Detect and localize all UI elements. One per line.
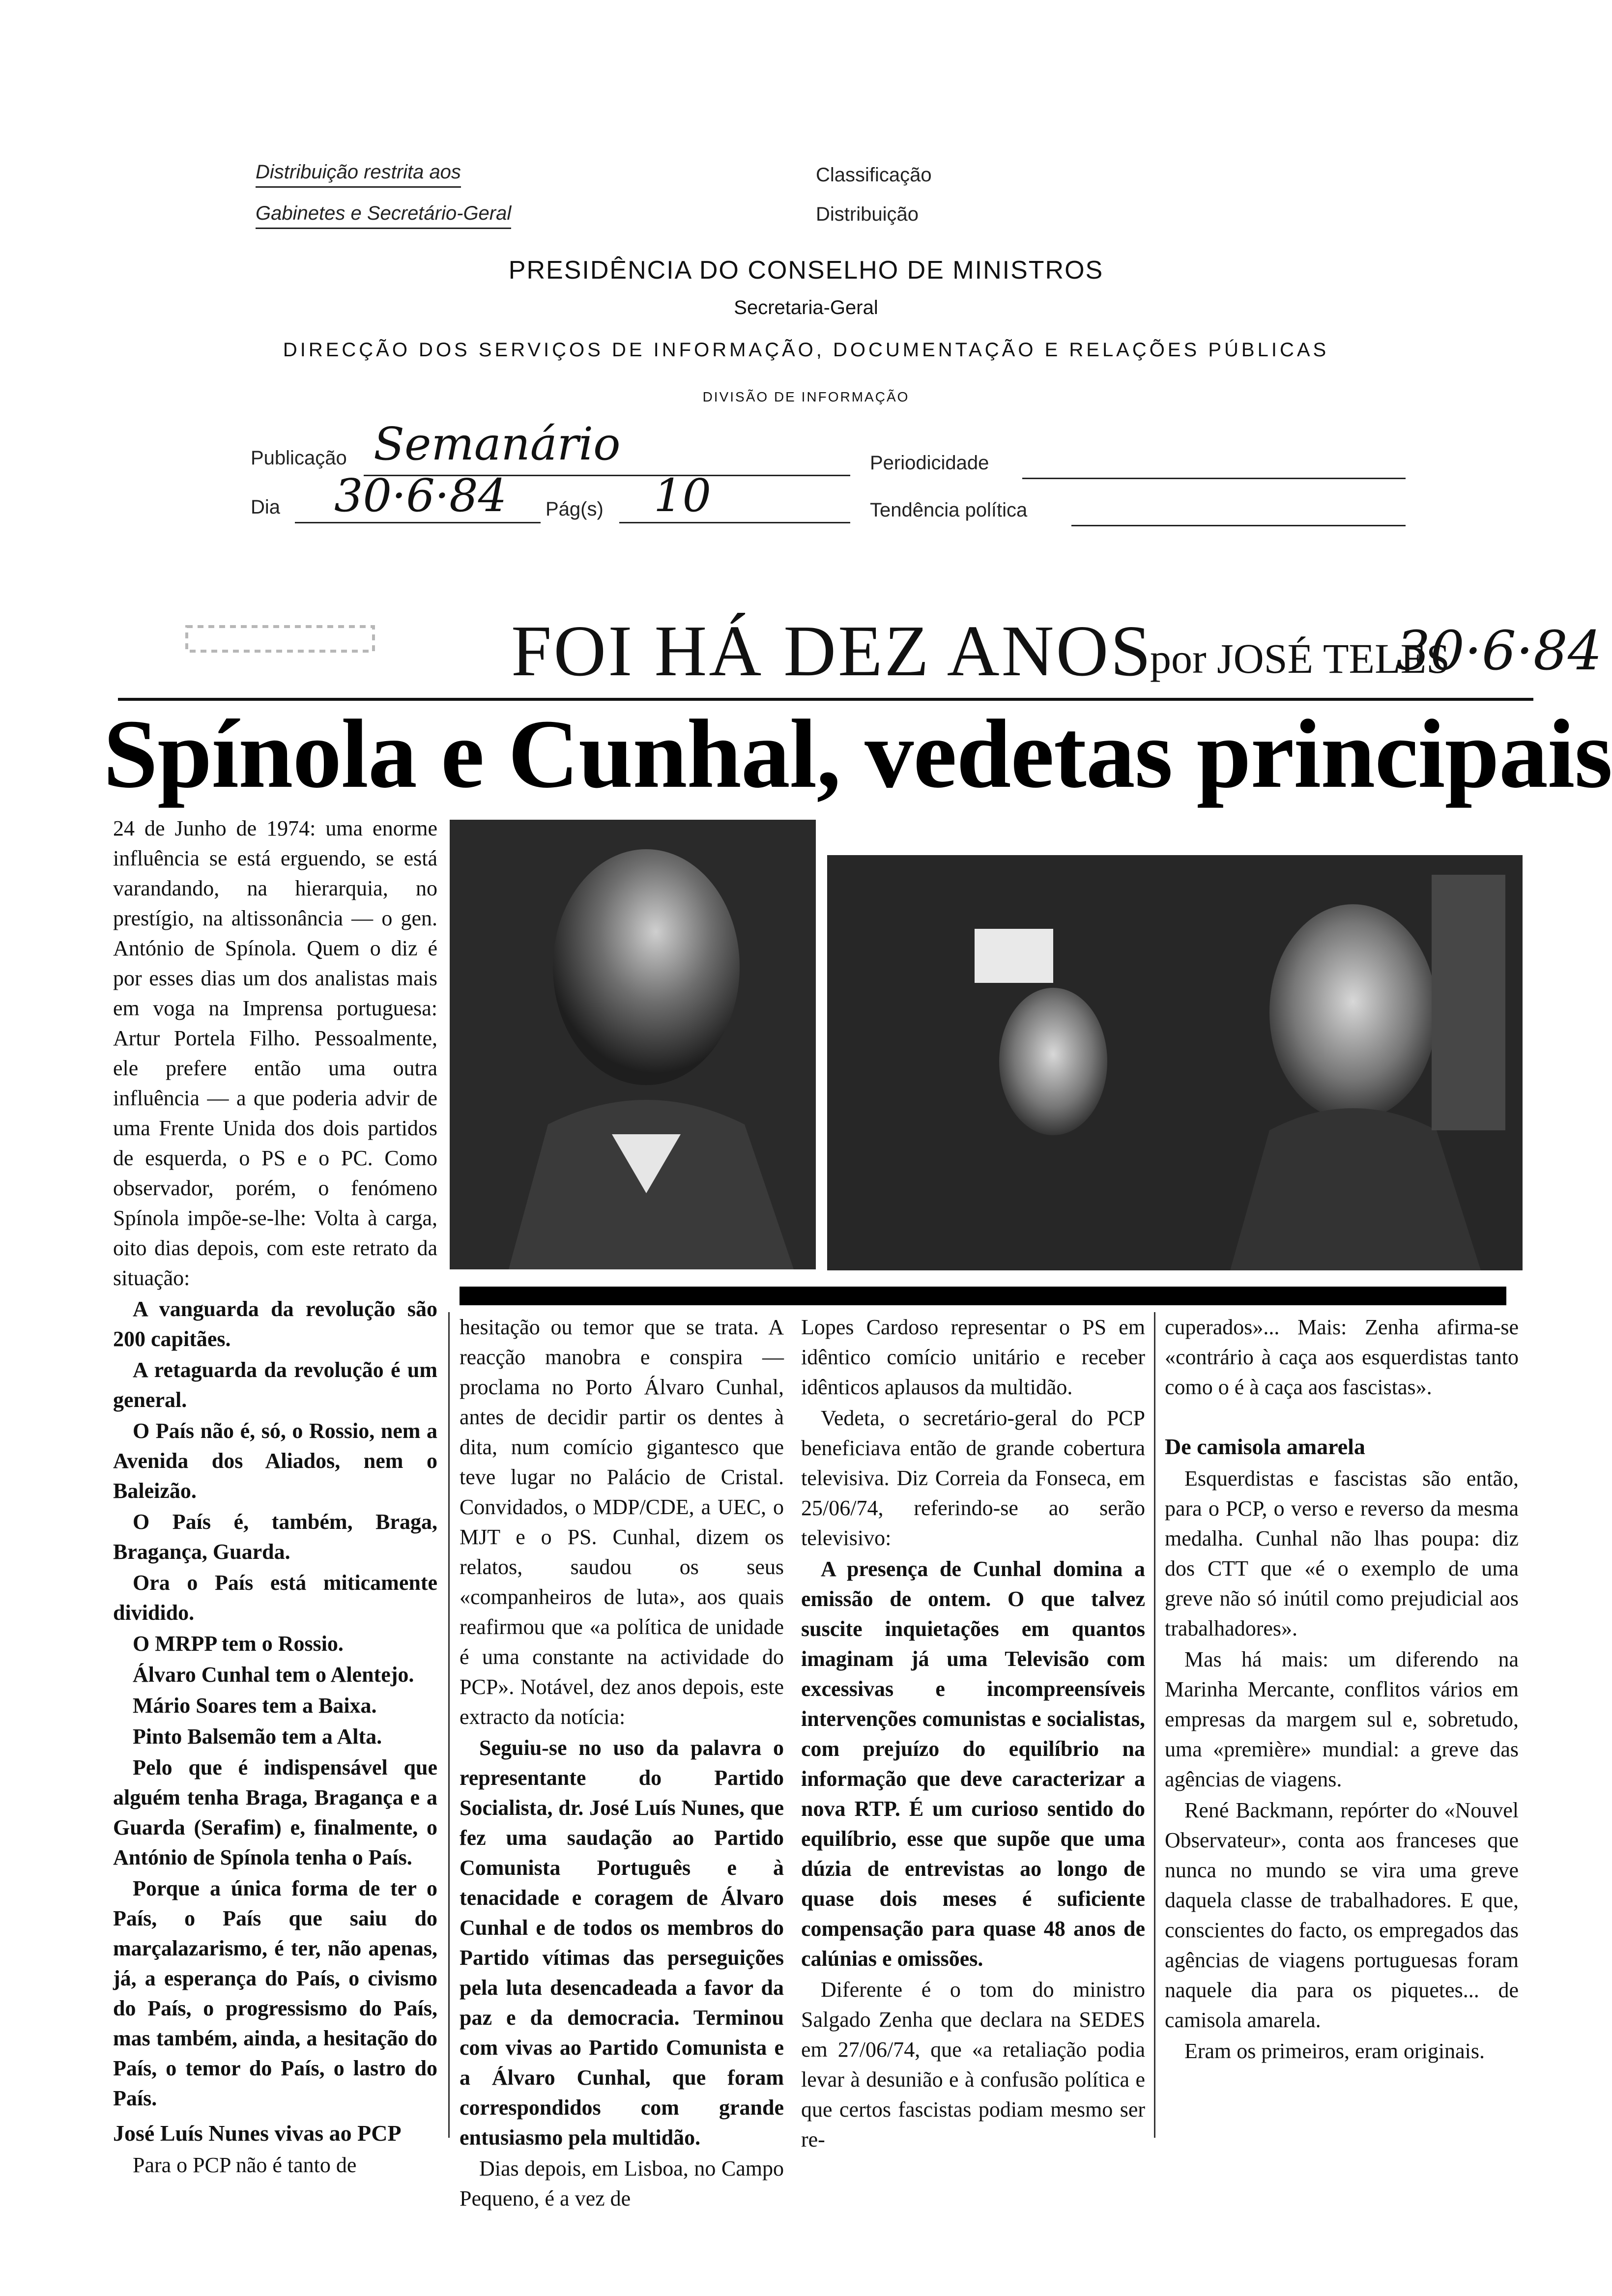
tendency-label: Tendência política — [870, 499, 1028, 521]
col1-para-2: A vanguarda da revolução são 200 capitães. — [113, 1297, 437, 1351]
col3-para-4: Diferente é o tom do ministro Salgado Zenha que declara na SEDES em 27/06/74, que «a retaliação podia levar à desunião e à confusão política e que certos fascistas podiam mesmo ser re- — [801, 1978, 1145, 2152]
column-2 — [460, 1312, 784, 2210]
pages-label: Pág(s) — [546, 498, 604, 520]
distribution-label: Distribuição — [816, 203, 919, 225]
photo-spinola — [450, 820, 816, 1269]
secretariat-title: Secretaria-Geral — [734, 297, 878, 318]
ministry-title: PRESIDÊNCIA DO CONSELHO DE MINISTROS — [508, 256, 1104, 285]
periodicity-field-line — [1022, 478, 1406, 479]
day-handwritten-value: 30·6·84 — [334, 469, 507, 522]
col4-para-1: Esquerdistas e fascistas são então, para o PCP, o verso e reverso da mesma medalha. Cunhal não lhas poupa: diz dos CTT que «é o exemplo de uma greve não só inútil como prejudicial aos trabalhadores». — [1165, 1466, 1519, 1640]
article-headline: Spínola e Cunhal, vedetas principais — [103, 700, 1612, 808]
col4-para-3: René Backmann, repórter do «Nouvel Observateur», conta aos franceses que nunca no mundo se vira uma greve daquela classe de trabalhadores. E que, conscientes do facto, os empregados das agências de viagens portuguesas foram naquele dia para os piquetes... de camisola amarela. — [1165, 1798, 1519, 2032]
col4-top: cuperados»... Mais: Zenha afirma-se «contrário à caça aos esquerdistas tanto como o é à caça aos fascistas». — [1165, 1315, 1519, 1399]
col3-para-2: Vedeta, o secretário-geral do PCP beneficiava então de grande cobertura televisiva. Diz Correia da Fonseca, em 25/06/74, referindo-se ao serão televisivo: — [801, 1406, 1145, 1550]
col4-subhead: De camisola amarela — [1165, 1434, 1365, 1459]
periodicity-label: Periodicidade — [870, 452, 989, 474]
col1-para-7: O MRPP tem o Rossio. — [133, 1632, 344, 1656]
col3-para-1: Lopes Cardoso representar o PS em idêntico comício unitário e receber idênticos aplausos da multidão. — [801, 1315, 1145, 1399]
col1-para-10: Pinto Balsemão tem a Alta. — [133, 1724, 382, 1749]
section-kicker: FOI HÁ DEZ ANOS — [511, 611, 1153, 691]
day-field-line — [295, 522, 541, 523]
publication-handwritten-value: Semanário — [374, 418, 621, 470]
publication-label: Publicação — [251, 447, 347, 469]
distribution-recipients-line: Gabinetes e Secretário-Geral — [256, 202, 511, 229]
day-label: Dia — [251, 496, 281, 518]
col1-para-5: O País é, também, Braga, Bragança, Guarda. — [113, 1510, 437, 1564]
col1-subhead: José Luís Nunes vivas ao PCP — [113, 2121, 402, 2146]
col2-para-3: Dias depois, em Lisboa, no Campo Pequeno, é a vez de — [460, 2156, 784, 2210]
col1-para-3: A retaguarda da revolução é um general. — [113, 1358, 437, 1412]
photo-caption-bar — [460, 1287, 1506, 1305]
directorate-title: DIRECÇÃO DOS SERVIÇOS DE INFORMAÇÃO, DOCUMENTAÇÃO E RELAÇÕES PÚBLICAS — [283, 339, 1329, 361]
pages-field-line — [619, 522, 850, 523]
col1-para-11: Pelo que é indispensável que alguém tenha Braga, Bragança e a Guarda (Serafim) e, finalmente, o António de Spínola tenha o País. — [113, 1755, 437, 1869]
col3-para-3: A presença de Cunhal domina a emissão de ontem. O que talvez suscite inquietações em quantos imaginam já uma Televisão com excessivas e incompreensíveis intervenções comunistas e socialistas, com prejuízo do equilíbrio na informação que deve caracterizar a nova RTP. É um curioso sentido do equilíbrio, esse que supõe que uma dúzia de entrevistas ao longo de quase dois meses é suficiente compensação para quase 48 anos de calúnias e omissões. — [801, 1557, 1145, 1971]
margin-handwritten-date: 30·6·84 — [1396, 619, 1602, 682]
pages-handwritten-value: 10 — [654, 469, 712, 522]
col1-para-12: Porque a única forma de ter o País, o País que saiu do marçalazarismo, é ter, não apenas, já, a esperança do País, o civismo do País, o progressismo do País, mas também, ainda, a hesitação do País, o temor do País, o lastro do País. — [113, 1876, 437, 2110]
photo-cunhal-rally — [827, 855, 1523, 1270]
col4-para-2: Mas há mais: um diferendo na Marinha Mercante, conflitos vários em empresas da margem sul e, sobretudo, uma «première» mundial: a greve das agências de viagens. — [1165, 1647, 1519, 1791]
column-rule-3 — [1154, 1312, 1155, 2138]
column-1 — [113, 813, 437, 2180]
col1-tail: Para o PCP não é tanto de — [133, 2153, 357, 2177]
col1-para-4: O País não é, só, o Rossio, nem a Avenida dos Aliados, nem o Baleizão. — [113, 1419, 437, 1503]
column-4 — [1165, 1312, 1519, 2148]
column-3 — [801, 1312, 1145, 2152]
col1-para-9: Mário Soares tem a Baixa. — [133, 1693, 377, 1718]
column-rule-1 — [448, 1312, 450, 2138]
classification-label: Classificação — [816, 164, 932, 186]
col1-para-6: Ora o País está miticamente dividido. — [113, 1571, 437, 1625]
distribution-restricted-line: Distribuição restrita aos — [256, 161, 461, 188]
col4-para-4: Eram os primeiros, eram originais. — [1184, 2039, 1485, 2063]
faded-section-logo — [182, 617, 378, 661]
col1-para-8: Álvaro Cunhal tem o Alentejo. — [133, 1663, 414, 1687]
division-title: DIVISÃO DE INFORMAÇÃO — [702, 389, 910, 404]
col1-para-1: 24 de Junho de 1974: uma enorme influência se está erguendo, se está varandando, na hierarquia, no prestígio, na altissonância — o gen. António de Spínola. Quem o diz é por esses dias um dos analistas mais em voga na Imprensa portuguesa: Artur Portela Filho. Pessoalmente, ele prefere então uma outra influência — a que poderia advir de uma Frente Unida dos dois partidos de esquerda, o PS e o PC. Como observador, porém, o fenómeno Spínola impõe-se-lhe: Volta à carga, oito dias depois, com este retrato da situação: — [113, 816, 437, 1290]
col2-para-1: hesitação ou temor que se trata. A reacção manobra e conspira — proclama no Porto Álvaro Cunhal, antes de decidir partir os dentes à dita, num comício gigantesco que teve lugar no Palácio de Cristal. Convidados, o MDP/CDE, a UEC, o MJT e o PS. Cunhal, dizem os relatos, saudou os seus «companheiros de luta», aos quais reafirmou que «a política de unidade é uma constante na actividade do PCP». Notável, dez anos depois, este extracto da notícia: — [460, 1315, 784, 1729]
col2-para-2: Seguiu-se no uso da palavra o representante do Partido Socialista, dr. José Luís Nunes, que fez uma saudação ao Partido Comunista Português e à tenacidade e coragem de Álvaro Cunhal e de todos os membros do Partido vítimas das perseguições pela luta desencadeada a favor da paz e da democracia. Terminou com vivas ao Partido Comunista e a Álvaro Cunhal, que foram correspondidos com grande entusiasmo pela multidão. — [460, 1736, 784, 2150]
tendency-field-line — [1071, 525, 1406, 526]
article-byline: por JOSÉ TELES — [1150, 635, 1450, 682]
